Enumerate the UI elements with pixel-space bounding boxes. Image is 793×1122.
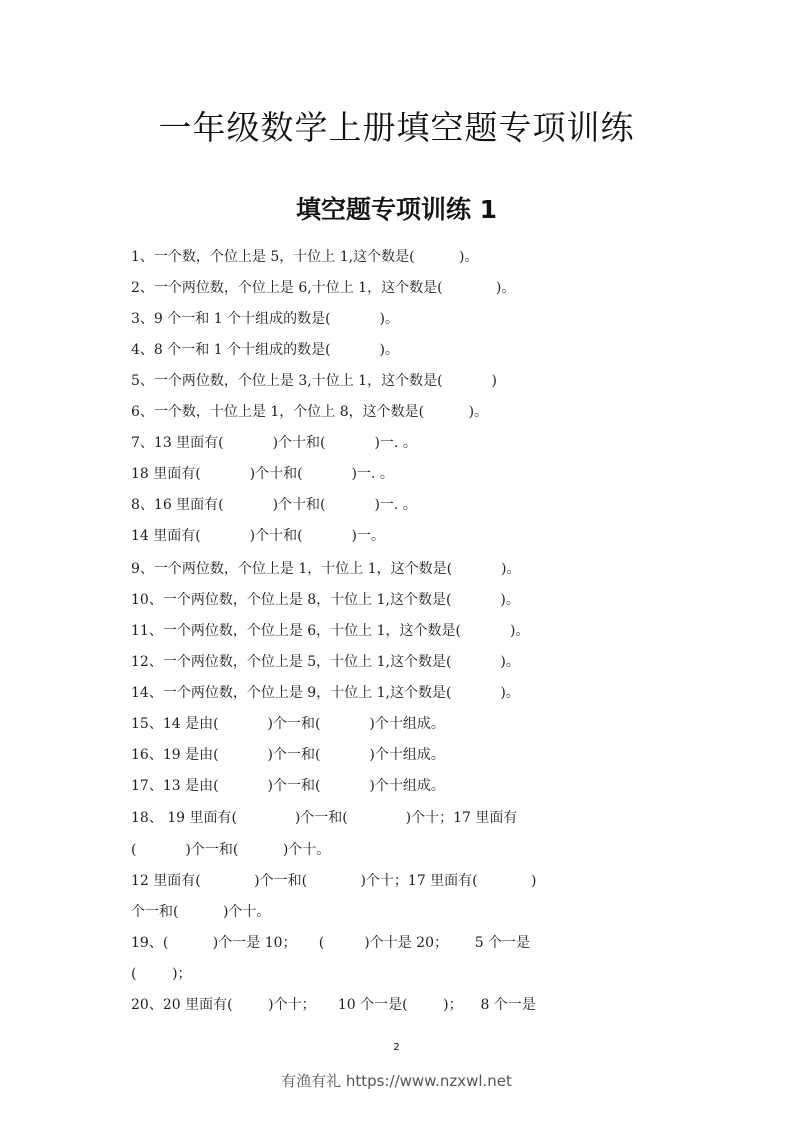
question-line: 19、( )个一是 10； ( )个十是 20； 5 个一是 [131, 935, 531, 951]
question-line: 17、13 是由( )个一和( )个十组成。 [131, 778, 445, 794]
question-line: 18、 19 里面有( )个一和( )个十；17 里面有 [131, 810, 518, 826]
question-line: ( )； [131, 966, 192, 982]
question-line: 10、一个两位数，个位上是 8，十位上 1,这个数是( )。 [131, 592, 520, 608]
question-line: 11、一个两位数，个位上是 6，十位上 1，这个数是( )。 [131, 623, 530, 639]
section-title: 填空题专项训练 1 [295, 195, 498, 224]
question-line: 5、一个两位数，个位上是 3,十位上 1，这个数是( ) [131, 373, 497, 389]
footer-watermark: 有渔有礼 https://www.nzxwl.net [281, 1072, 512, 1090]
question-line: 12、一个两位数，个位上是 5，十位上 1,这个数是( )。 [131, 654, 520, 670]
question-line: 8、16 里面有( )个十和( )一. 。 [131, 497, 417, 513]
question-line: 4、8 个一和 1 个十组成的数是( )。 [131, 342, 399, 358]
page-number: 2 [393, 1042, 400, 1053]
question-line: 9、一个两位数，个位上是 1，十位上 1，这个数是( )。 [131, 561, 521, 577]
question-line: 12 里面有( )个一和( )个十；17 里面有( ) [131, 873, 537, 889]
question-line: 20、20 里面有( )个十； 10 个一是( )； 8 个一是 [131, 997, 536, 1013]
question-line: 3、9 个一和 1 个十组成的数是( )。 [131, 311, 399, 327]
question-line: 15、14 是由( )个一和( )个十组成。 [131, 716, 445, 732]
question-line: 18 里面有( )个十和( )一. 。 [131, 466, 394, 482]
question-line: 14、一个两位数，个位上是 9，十位上 1,这个数是( )。 [131, 685, 520, 701]
question-line: 7、13 里面有( )个十和( )一. 。 [131, 435, 417, 451]
question-line: 6、一个数，十位上是 1，个位上 8，这个数是( )。 [131, 404, 489, 420]
question-line: 16、19 是由( )个一和( )个十组成。 [131, 747, 445, 763]
question-line: 14 里面有( )个十和( )一。 [131, 528, 386, 544]
question-line: 个一和( )个十。 [131, 904, 271, 920]
question-line: 2、一个两位数，个位上是 6,十位上 1，这个数是( )。 [131, 280, 516, 296]
question-line: ( )个一和( )个十。 [131, 842, 331, 858]
question-line: 1、一个数，个位上是 5，十位上 1,这个数是( )。 [131, 249, 479, 265]
document-title: 一年级数学上册填空题专项训练 [158, 108, 635, 147]
